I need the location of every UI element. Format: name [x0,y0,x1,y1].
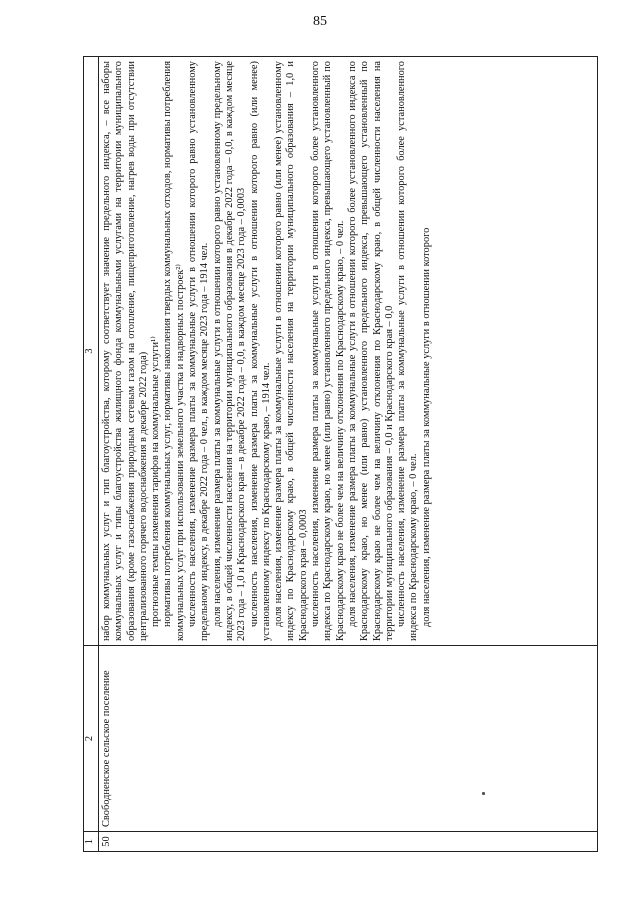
header-col-3: 3 [84,57,99,646]
header-col-1: 1 [84,832,99,852]
table-row [99,57,598,852]
tariff-table [83,56,598,852]
rotated-table-wrapper [83,57,598,852]
paragraph: численность населения, изменение размера платы за коммунальные услуги в отношении которого более установленного индекса по Краснодарскому краю, но менее (или равно) установленного предельного индекса, превышающего установленный по Краснодарскому краю не более чем на величину отклонения по Краснодарскому краю, – 0 чел. [310,61,346,641]
table-header [84,57,99,852]
paragraph: доля населения, изменение размера платы за коммунальные услуги в отношении которого равно (или менее) установленному индексу по Краснодарскому краю, в общей численности населения на территории муниципального образования – 1,0 и Краснодарского края – 0,0003 [273,61,309,641]
row-description [99,57,598,646]
paragraph: прогнозные темпы изменения тарифов на коммунальные услуги¹⁾ [150,336,162,627]
paragraph: нормативы потребления коммунальных услуг, нормативы накопления твердых коммунальных отходов, нормативы потребления коммунальных услуг при использовании земельного участка и надворных построек²⁾ [162,61,186,641]
header-col-2: 2 [84,646,99,832]
scan-speck [482,792,485,795]
paragraph: численность населения, изменение размера платы за коммунальные услуги в отношении которого более установленного индекса по Краснодарскому краю, – 0 чел. [396,61,420,641]
row-number: 50 [99,832,598,852]
paragraph: доля населения, изменение размера платы за коммунальные услуги в отношении которого более установленного индекса по Краснодарскому краю, но менее (или равно) установленного предельного индекса, превышающего установленный по Краснодарскому краю не более чем на величину отклонения по Краснодарскому краю, в общей численности населения на территории муниципального образования – 0,0 и Краснодарского края – 0,0 [346,61,395,641]
paragraph: численность населения, изменение размера платы за коммунальные услуги в отношении которого равно установленному предельному индексу, в декабре 2022 года – 0 чел., в каждом месяце 2023 года – 1914 чел. [187,61,211,641]
paragraph: набор коммунальных услуг и тип благоустройства, которому соответствует значение предельного индекса, – все наборы коммунальных услуг и типы благоустройства жилищного фонда коммунальными услугами на территории муниципального образования (кроме газоснабжения природным сетевым газом на отопление, пищеприготовление, нагрев воды при отсутствии централизованного горячего водоснабжения в декабре 2022 года) [101,61,149,641]
paragraph: доля населения, изменение размера платы за коммунальные услуги в отношении которого равно установленному предельному индексу, в общей численности населения на территории муниципального образования в декабре 2022 года – 0,0, в каждом месяце 2023 года – 1,0 и Краснодарского края – в декабре 2022 года – 0,0, в каждом месяце 2023 года – 0,0003 [211,61,248,641]
paragraph: доля населения, изменение размера платы за коммунальные услуги в отношении которого [420,227,432,627]
page-number: 85 [313,14,327,29]
paragraph: численность населения, изменение размера платы за коммунальные услуги в отношении которого равно (или менее) установленному индексу по Краснодарскому краю, – 1914 чел. [248,61,272,641]
settlement-name: Свободненское сельское поселение [99,646,598,832]
